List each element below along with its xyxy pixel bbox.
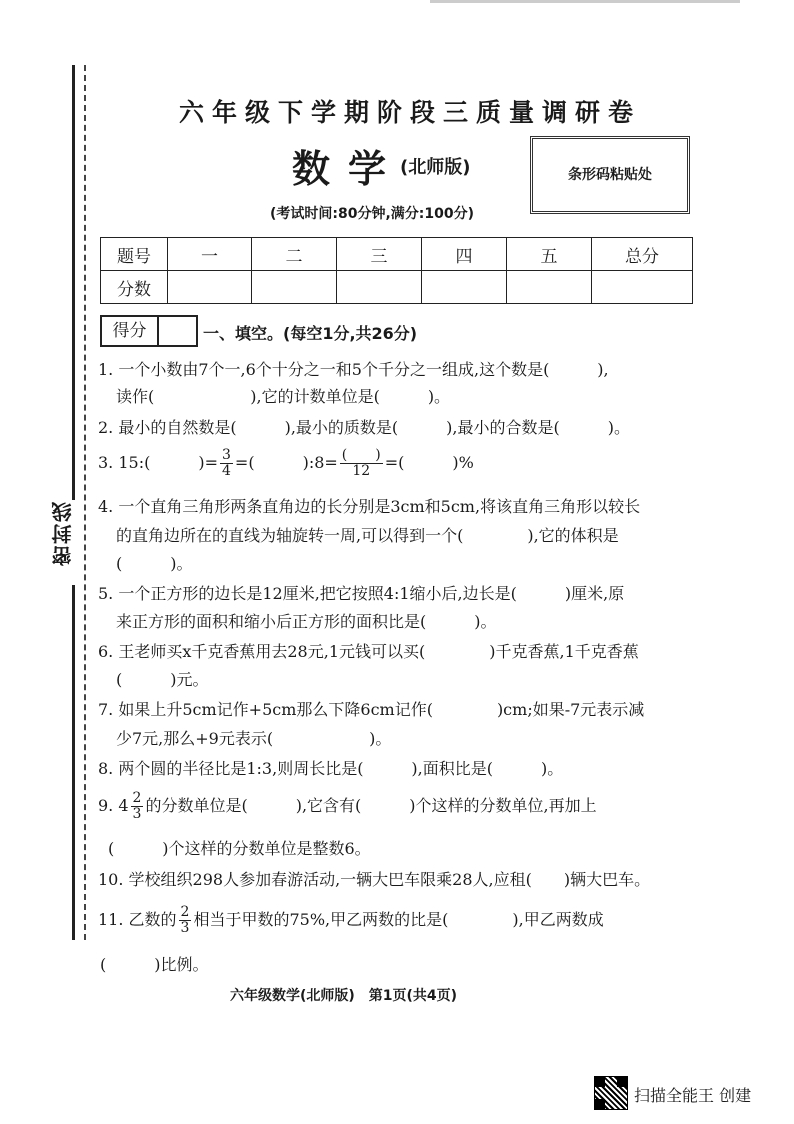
fraction-denominator: 3	[132, 806, 142, 822]
question-4-line-1: 4. 一个直角三角形两条直角边的长分别是3cm和5cm,将该直角三角形以较长	[98, 497, 641, 516]
score-cell[interactable]	[252, 271, 337, 304]
score-table-score-row	[101, 271, 693, 304]
question-7-line-2: 少7元,那么+9元表示( )。	[116, 729, 392, 748]
score-header-cell: 二	[252, 238, 337, 271]
score-header-cell: 题号	[101, 238, 168, 271]
score-cell[interactable]	[422, 271, 507, 304]
score-header-cell: 一	[168, 238, 252, 271]
question-5-line-1: 5. 一个正方形的边长是12厘米,把它按照4:1缩小后,边长是( )厘米,原	[98, 584, 625, 603]
score-row-label: 分数	[101, 271, 168, 304]
fraction	[220, 448, 233, 479]
question-9-part-b: 的分数单位是( ),它含有( )个这样的分数单位,再加上	[145, 796, 597, 815]
question-11-line-2: ( )比例。	[100, 955, 209, 974]
seal-line-bottom	[72, 585, 75, 940]
page-footer: 六年级数学(北师版) 第1页(共4页)	[230, 988, 458, 1004]
question-11-line-1	[98, 905, 604, 936]
score-header-cell: 四	[422, 238, 507, 271]
seal-dashed-line	[84, 65, 86, 940]
fraction-denominator: 3	[180, 920, 190, 936]
fraction	[179, 905, 192, 936]
fraction-numerator: ( )	[341, 447, 381, 463]
question-3-part-a: 3. 15:( )=	[98, 453, 218, 472]
question-3-part-c: =( )%	[384, 453, 474, 472]
fraction	[131, 791, 144, 822]
top-scan-line	[430, 0, 740, 3]
question-7-line-1: 7. 如果上升5cm记作+5cm那么下降6cm记作( )cm;如果-7元表示减	[98, 700, 645, 719]
score-header-cell: 总分	[592, 238, 693, 271]
score-cell[interactable]	[507, 271, 592, 304]
question-1-line-2: 读作( ),它的计数单位是( )。	[116, 387, 451, 406]
question-9-line-1	[98, 791, 597, 822]
question-11-part-b: 相当于甲数的75%,甲乙两数的比是( ),甲乙两数成	[193, 910, 604, 929]
question-8: 8. 两个圆的半径比是1:3,则周长比是( ),面积比是( )。	[98, 759, 564, 778]
seal-line-top	[72, 65, 75, 500]
fraction-numerator: 2	[132, 790, 142, 806]
question-9-line-2: ( )个这样的分数单位是整数6。	[108, 839, 371, 858]
score-cell[interactable]	[592, 271, 693, 304]
barcode-box	[530, 136, 690, 214]
question-6-line-2: ( )元。	[116, 670, 209, 689]
question-4-line-3: ( )。	[116, 554, 193, 573]
fraction	[340, 448, 383, 479]
question-5-line-2: 来正方形的面积和缩小后正方形的面积比是( )。	[116, 612, 497, 631]
score-table-header-row	[101, 238, 693, 271]
question-1-line-1: 1. 一个小数由7个一,6个十分之一和5个千分之一组成,这个数是( ),	[98, 360, 609, 379]
section-title: 一、填空。(每空1分,共26分)	[203, 324, 418, 343]
fraction-denominator: 12	[352, 463, 371, 479]
question-6-line-1: 6. 王老师买x千克香蕉用去28元,1元钱可以买( )千克香蕉,1千克香蕉	[98, 642, 639, 661]
subject-title: 数学	[292, 147, 405, 191]
exam-title: 六年级下学期阶段三质量调研卷	[178, 98, 641, 127]
question-2: 2. 最小的自然数是( ),最小的质数是( ),最小的合数是( )。	[98, 418, 630, 437]
section-score-box[interactable]	[100, 315, 198, 347]
question-10: 10. 学校组织298人参加春游活动,一辆大巴车限乘28人,应租( )辆大巴车。	[98, 870, 651, 889]
barcode-label: 条形码粘贴处	[568, 167, 652, 183]
score-cell[interactable]	[168, 271, 252, 304]
qr-code-icon	[594, 1076, 628, 1110]
fraction-numerator: 2	[180, 904, 190, 920]
question-3-part-b: =( ):8=	[234, 453, 338, 472]
score-cell[interactable]	[337, 271, 422, 304]
question-11-part-a: 11. 乙数的	[98, 910, 177, 929]
score-header-cell: 五	[507, 238, 592, 271]
exam-info: (考试时间:80分钟,满分:100分)	[270, 206, 475, 222]
question-9-part-a: 9. 4	[98, 796, 129, 815]
edition-label: (北师版)	[400, 157, 471, 178]
fraction-numerator: 3	[222, 447, 231, 463]
question-3	[98, 448, 474, 479]
question-4-line-2: 的直角边所在的直线为轴旋转一周,可以得到一个( ),它的体积是	[116, 526, 619, 545]
score-header-cell: 三	[337, 238, 422, 271]
scanner-watermark: 扫描全能王 创建	[634, 1086, 752, 1105]
fraction-denominator: 4	[222, 463, 231, 479]
score-table	[100, 237, 693, 304]
seal-label: 密封线	[48, 500, 76, 566]
section-score-label: 得分	[102, 317, 159, 345]
